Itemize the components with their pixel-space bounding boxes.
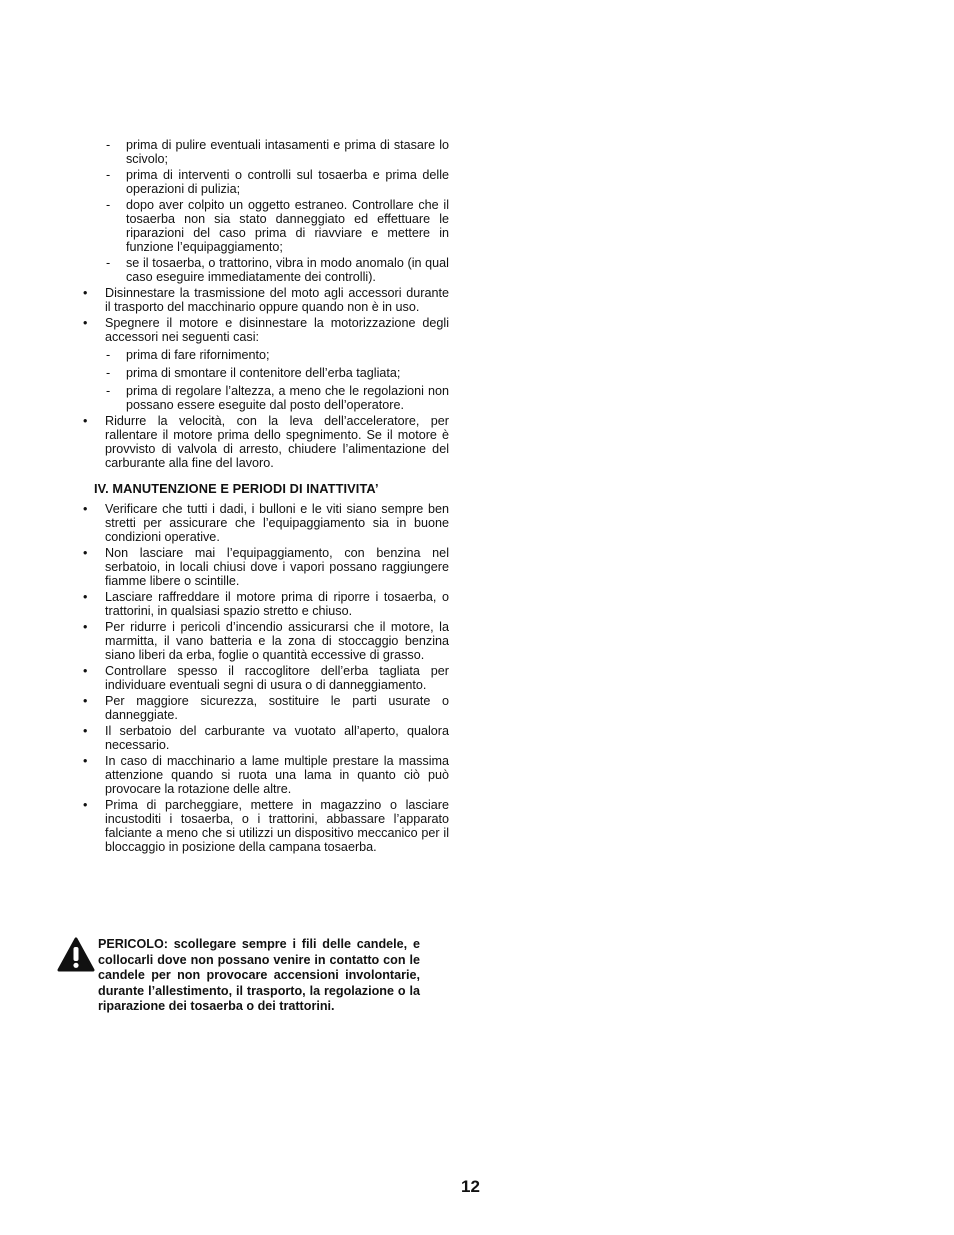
list-item [82,546,449,588]
list-item [82,316,449,344]
list-item [82,590,449,618]
list-item-text: Prima di parcheggiare, mettere in magazzino o lasciare incustoditi i tosaerba, o i trattorini, abbassare l’apparato falciante a meno che si utilizzi un dispositivo meccanico per il bloccaggio in posizione della campana tosaerba. [105,798,449,854]
warning-text: PERICOLO: scollegare sempre i fili delle candele, e collocarli dove non possano venire in contatto con le candele per non provocare accensioni involontarie, durante l’allestimento, il trasporto, la regolazione o la riparazione dei tosaerba o dei trattorini. [98,937,420,1013]
bullet-marker: • [83,694,88,708]
bullet-marker: • [83,414,88,428]
bullet-marker: • [83,724,88,738]
list-item [82,798,449,854]
bullet-marker: • [83,664,88,678]
list-item-text: Il serbatoio del carburante va vuotato all’aperto, qualora necessario. [105,724,449,752]
main-column [82,138,449,856]
list-item [82,138,449,166]
warning-triangle-icon [57,937,95,973]
page-number: 12 [461,1177,480,1196]
list-item [82,366,449,380]
list-item-text: Lasciare raffreddare il motore prima di riporre i tosaerba, o trattorini, in qualsiasi spazio stretto e chiuso. [105,590,449,618]
list-item [82,198,449,254]
list-item [82,502,449,544]
dash-marker: - [106,256,111,270]
list-item [82,664,449,692]
list-item-text: prima di pulire eventuali intasamenti e prima di stasare lo scivolo; [126,138,449,166]
section-heading: IV. MANUTENZIONE E PERIODI DI INATTIVITA’ [94,481,379,496]
list-item-text: se il tosaerba, o trattorino, vibra in modo anomalo (in qual caso eseguire immediatamente dei controlli). [126,256,449,284]
list-item-text: prima di interventi o controlli sul tosaerba e prima delle operazioni di pulizia; [126,168,449,196]
list-item-text: prima di fare rifornimento; [126,348,270,362]
list-item-text: dopo aver colpito un oggetto estraneo. Controllare che il tosaerba non sia stato danneggiato ed effettuare le riparazioni del caso prima di riavviare e mettere in funzione l’equipaggiamento; [126,198,449,254]
bullet-marker: • [83,754,88,768]
list-item-text: Ridurre la velocità, con la leva dell’acceleratore, per rallentare il motore prima dello spegnimento. Se il motore è provvisto di valvola di arresto, chiudere l’alimentazione del carburante alla fine del lavoro. [105,414,449,470]
list-item [82,694,449,722]
dash-marker: - [106,138,111,152]
bullet-marker: • [83,620,88,634]
danger-warning [57,937,457,1015]
list-item-text: Disinnestare la trasmissione del moto agli accessori durante il trasporto del macchinario oppure quando non è in uso. [105,286,449,314]
dash-marker: - [106,384,111,398]
dash-marker: - [106,198,111,212]
list-item [82,348,449,362]
list-item [82,724,449,752]
bullet-marker: • [83,286,88,300]
dash-marker: - [106,168,111,182]
list-item-text: Per ridurre i pericoli d’incendio assicurarsi che il motore, la marmitta, il vano batteria e la zona di stoccaggio benzina siano liberi da erba, foglie o quantità eccessive di grasso. [105,620,449,662]
list-item-text: Controllare spesso il raccoglitore dell’erba tagliata per individuare eventuali segni di usura o di danneggiamento. [105,664,449,692]
list-item [82,286,449,314]
bullet-marker: • [83,798,88,812]
list-item [82,256,449,284]
list-item [82,620,449,662]
list-item [82,384,449,412]
dash-marker: - [106,348,111,362]
list-item-text: In caso di macchinario a lame multiple prestare la massima attenzione quando si ruota una lama in quanto ciò può provocare la rotazione delle altre. [105,754,449,796]
list-item [82,168,449,196]
bullet-marker: • [83,590,88,604]
list-item-text: Verificare che tutti i dadi, i bulloni e le viti siano sempre ben stretti per assicurare che l’equipaggiamento sia in buone condizioni operative. [105,502,449,544]
list-item-text: prima di regolare l’altezza, a meno che le regolazioni non possano essere eseguite dal posto dell’operatore. [126,384,449,412]
bullet-marker: • [83,316,88,330]
list-item-text: Spegnere il motore e disinnestare la motorizzazione degli accessori nei seguenti casi: [105,316,449,344]
list-item [82,414,449,470]
list-item-text: prima di smontare il contenitore dell’erba tagliata; [126,366,401,380]
list-item [82,754,449,796]
list-item-text: Per maggiore sicurezza, sostituire le parti usurate o danneggiate. [105,694,449,722]
bullet-marker: • [83,502,88,516]
bullet-marker: • [83,546,88,560]
list-item-text: Non lasciare mai l’equipaggiamento, con benzina nel serbatoio, in locali chiusi dove i vapori possano raggiungere fiamme libere o scintille. [105,546,449,588]
dash-marker: - [106,366,111,380]
